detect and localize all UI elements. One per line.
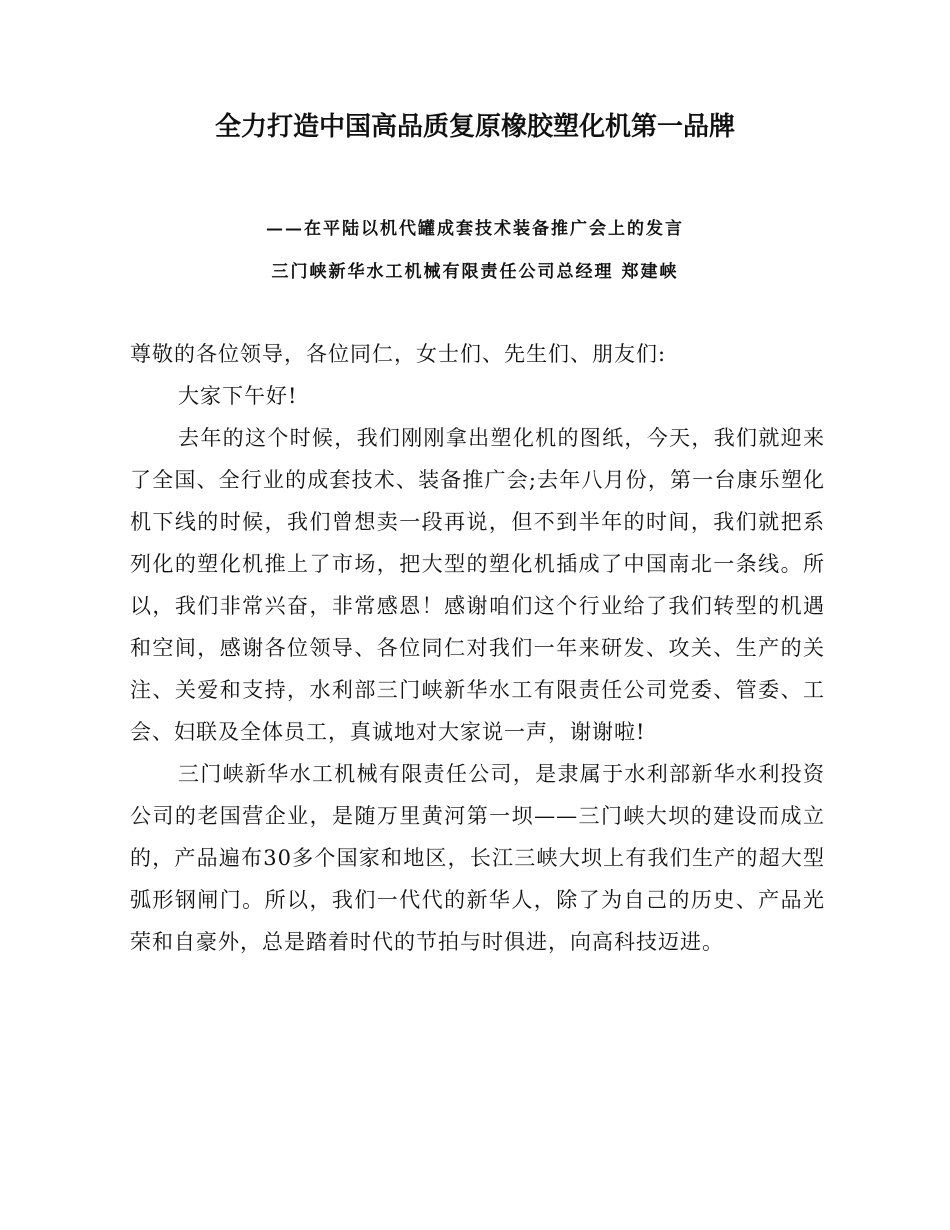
greeting-paragraph: 大家下午好! xyxy=(178,384,298,408)
salutation-paragraph: 尊敬的各位领导，各位同仁，女士们、先生们、朋友们: xyxy=(130,342,667,366)
document-subtitle: ——在平陆以机代罐成套技术装备推广会上的发言 xyxy=(266,219,684,239)
body-paragraph: 去年的这个时候，我们刚刚拿出塑化机的图纸，今天，我们就迎来了全国、全行业的成套技术、装备推广会;去年八月份，第一台康乐塑化机下线的时候，我们曾想卖一段再说，但不到半年的时间，我们就把系列化的塑化机推上了市场，把大型的塑化机插成了中国南北一条线。所以，我们非常兴奋，非常感恩！感谢咱们这个行业给了我们转型的机遇和空间，感谢各位领导、各位同仁对我们一年来研发、攻关、生产的关注、关爱和支持，水利部三门峡新华水工有限责任公司党委、管委、工会、妇联及全体员工，真诚地对大家说一声，谢谢啦! xyxy=(130,426,825,744)
speech-body xyxy=(130,333,825,963)
speaker-byline: 三门峡新华水工机械有限责任公司总经理 郑建峡 xyxy=(271,262,679,282)
body-paragraph: 三门峡新华水工机械有限责任公司，是隶属于水利部新华水利投资公司的老国营企业，是随万里黄河第一坝——三门峡大坝的建设而成立的，产品遍布30多个国家和地区，长江三峡大坝上有我们生产的超大型弧形钢闸门。所以，我们一代代的新华人，除了为自己的历史、产品光荣和自豪外，总是踏着时代的节拍与时俱进，向高科技迈进。 xyxy=(130,762,825,954)
document-title: 全力打造中国高品质复原橡胶塑化机第一品牌 xyxy=(214,112,735,142)
